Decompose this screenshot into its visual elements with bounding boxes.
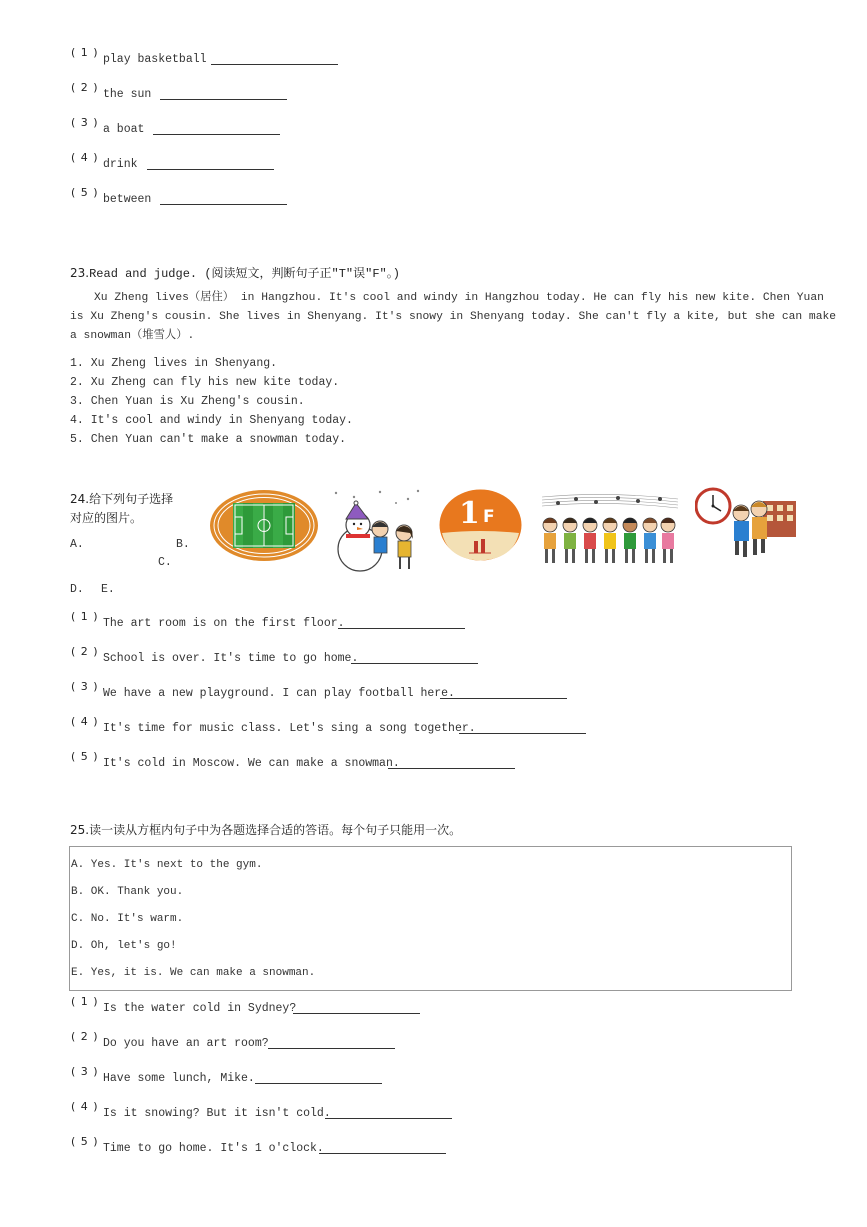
first-floor-sign-image (439, 489, 522, 561)
option-a: A. Yes. It's next to the gym. (71, 859, 263, 871)
item-text: Have some lunch, Mike. (103, 1072, 255, 1085)
answer-blank[interactable] (325, 1118, 452, 1119)
item-number: ( 1 ) (71, 995, 99, 1008)
item-text: We have a new playground. I can play football here. (103, 687, 455, 700)
item-number: ( 3 ) (71, 1065, 99, 1078)
item-number: ( 1 ) (71, 610, 99, 623)
passage-line: a snowman（堆雪人）. (70, 330, 195, 342)
item-text: School is over. It's time to go home. (103, 652, 359, 665)
statement: 1. Xu Zheng lives in Shenyang. (70, 357, 278, 370)
section-number: 24. (70, 492, 90, 506)
answer-blank[interactable] (338, 628, 465, 629)
answer-blank[interactable] (268, 1048, 395, 1049)
answer-blank[interactable] (255, 1083, 382, 1084)
passage-line: is Xu Zheng's cousin. She lives in Shenyang. It's snowy in Shenyang today. She can't fly a kite, but she can make (70, 311, 837, 323)
item-text: It's cold in Moscow. We can make a snowman. (103, 757, 400, 770)
options-box (69, 846, 792, 991)
section-heading (70, 264, 400, 281)
label-e: E. (101, 583, 115, 596)
item-text: between (103, 193, 152, 206)
label-d: D. (70, 583, 84, 596)
item-text: Is it snowing? But it isn't cold. (103, 1107, 331, 1120)
children-singing-image (538, 489, 680, 569)
item-number: ( 2 ) (71, 81, 99, 94)
item-number: ( 5 ) (71, 186, 99, 199)
statement: 3. Chen Yuan is Xu Zheng's cousin. (70, 395, 305, 408)
answer-blank[interactable] (153, 134, 280, 135)
item-text: It's time for music class. Let's sing a song together. (103, 722, 476, 735)
item-number: ( 4 ) (71, 715, 99, 728)
label-a: A. (70, 538, 84, 551)
option-b: B. OK. Thank you. (71, 886, 184, 898)
item-number: ( 2 ) (71, 645, 99, 658)
section-number: 25. (70, 823, 90, 837)
item-text: Is the water cold in Sydney? (103, 1002, 297, 1015)
answer-blank[interactable] (388, 768, 515, 769)
item-number: ( 4 ) (71, 151, 99, 164)
option-c: C. No. It's warm. (71, 913, 184, 925)
floor-sign-number: 1 (459, 496, 480, 531)
answer-blank[interactable] (351, 663, 478, 664)
floor-sign-letter: F (483, 507, 495, 527)
statement: 5. Chen Yuan can't make a snowman today. (70, 433, 347, 446)
option-e: E. Yes, it is. We can make a snowman. (71, 967, 316, 979)
item-text: Time to go home. It's 1 o'clock. (103, 1142, 324, 1155)
item-number: ( 3 ) (71, 116, 99, 129)
item-number: ( 3 ) (71, 680, 99, 693)
answer-blank[interactable] (211, 64, 338, 65)
option-d: D. Oh, let's go! (71, 940, 177, 952)
answer-blank[interactable] (440, 698, 567, 699)
clock-going-home-image (695, 487, 797, 561)
snowman-kids-image (330, 489, 422, 573)
item-number: ( 1 ) (71, 46, 99, 59)
statement: 4. It's cool and windy in Shenyang today. (70, 414, 353, 427)
item-text: play basketball (103, 53, 207, 66)
section-heading (70, 490, 173, 507)
item-number: ( 5 ) (71, 750, 99, 763)
answer-blank[interactable] (459, 733, 586, 734)
answer-blank[interactable] (319, 1153, 446, 1154)
answer-blank[interactable] (160, 204, 287, 205)
football-field-image (209, 489, 319, 562)
item-text: a boat (103, 123, 145, 136)
section-title: 给下列句子选择 (89, 492, 174, 506)
section-number: 23. (70, 266, 90, 280)
item-text: drink (103, 158, 138, 171)
answer-blank[interactable] (147, 169, 274, 170)
section-title: 读一读从方框内句子中为各题选择合适的答语。每个句子只能用一次。 (89, 823, 462, 837)
answer-blank[interactable] (160, 99, 287, 100)
item-text: the sun (103, 88, 152, 101)
section-title-line2: 对应的图片。 (70, 511, 143, 525)
label-b: B. (176, 538, 190, 551)
item-text: Do you have an art room? (103, 1037, 269, 1050)
label-c: C. (158, 556, 172, 569)
passage-line: Xu Zheng lives（居住） in Hangzhou. It's cool and windy in Hangzhou today. He can fly his new kite. Chen Yuan (94, 292, 824, 304)
answer-blank[interactable] (293, 1013, 420, 1014)
statement: 2. Xu Zheng can fly his new kite today. (70, 376, 340, 389)
item-text: The art room is on the first floor. (103, 617, 345, 630)
section-heading (70, 821, 461, 838)
item-number: ( 5 ) (71, 1135, 99, 1148)
item-number: ( 2 ) (71, 1030, 99, 1043)
item-number: ( 4 ) (71, 1100, 99, 1113)
section-title: Read and judge. (阅读短文，判断句子正"T"误"F"。) (89, 267, 400, 281)
